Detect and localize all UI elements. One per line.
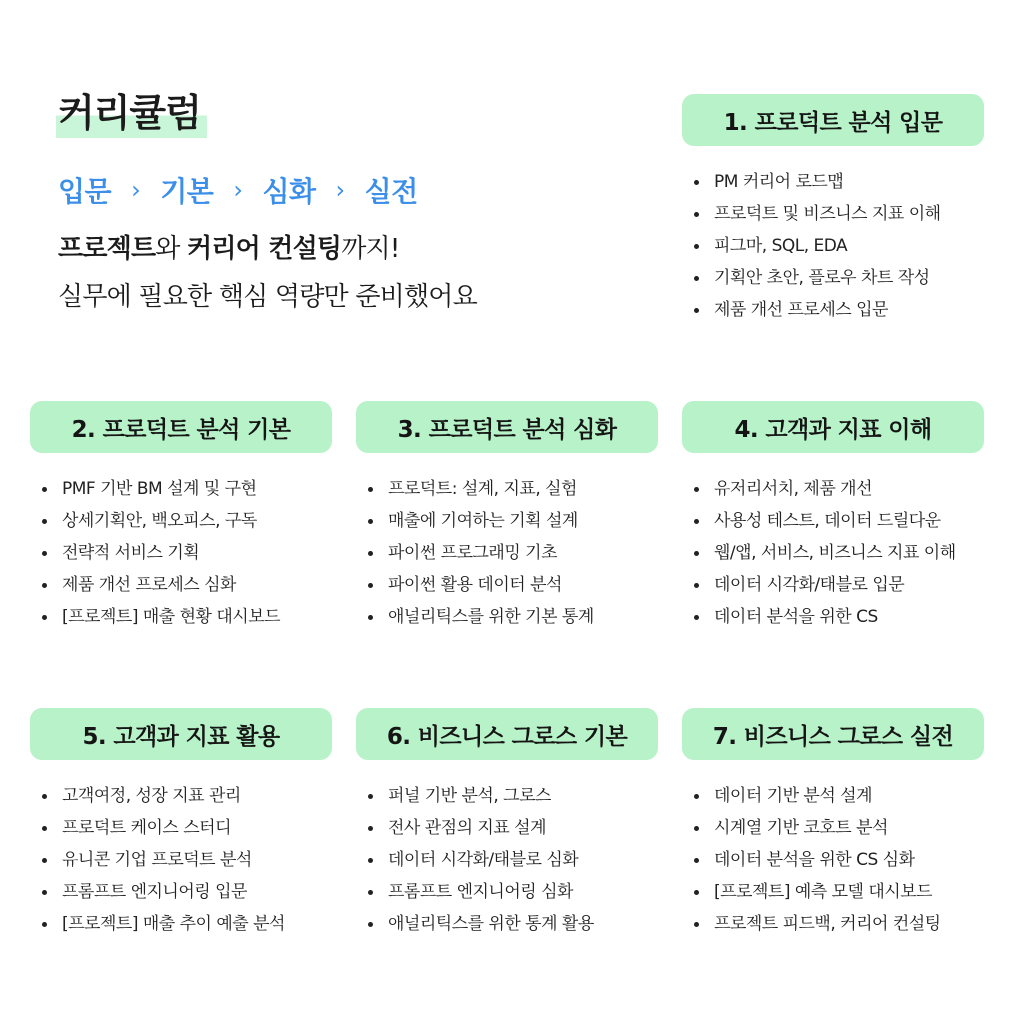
list-item-text: 전략적 서비스 기획 [62, 543, 200, 563]
list-item [368, 908, 658, 940]
list-item [42, 812, 332, 844]
list-item-text: PM 커리어 로드맵 [714, 172, 844, 192]
list-item [694, 844, 984, 876]
list-item [694, 473, 984, 505]
list-item-text: 전사 관점의 지표 설계 [388, 818, 547, 838]
step-label: 심화 [262, 175, 316, 208]
list-item-text: [프로젝트] 매출 현황 대시보드 [62, 607, 281, 627]
list-item [42, 780, 332, 812]
list-item [42, 876, 332, 908]
bullet-icon [694, 180, 699, 185]
list-item-text: 유저리서치, 제품 개선 [714, 479, 873, 499]
card-item-list [356, 780, 658, 940]
list-item-text: 프로덕트 케이스 스터디 [62, 818, 232, 838]
curriculum-card [682, 401, 984, 633]
bullet-icon [694, 922, 699, 927]
list-item-text: 애널리틱스를 위한 통계 활용 [388, 914, 594, 934]
bullet-icon [368, 519, 373, 524]
bullet-icon [42, 858, 47, 863]
title-block [56, 88, 207, 138]
level-steps [58, 170, 418, 210]
list-item [368, 812, 658, 844]
list-item [42, 844, 332, 876]
bullet-icon [694, 890, 699, 895]
list-item-text: 데이터 분석을 위한 CS [714, 607, 878, 627]
list-item-text: 사용성 테스트, 데이터 드릴다운 [714, 511, 941, 531]
list-item-text: 데이터 기반 분석 설계 [714, 786, 873, 806]
list-item-text: 상세기획안, 백오피스, 구독 [62, 511, 257, 531]
bullet-icon [368, 890, 373, 895]
card-title: 5. 고객과 지표 활용 [30, 708, 332, 760]
bullet-icon [694, 244, 699, 249]
card-item-list [682, 473, 984, 633]
list-item-text: 프로덕트 및 비즈니스 지표 이해 [714, 204, 941, 224]
list-item-text: 프롬프트 엔지니어링 심화 [388, 882, 573, 902]
list-item [42, 505, 332, 537]
tagline-mid: 와 [155, 234, 188, 264]
bullet-icon [694, 551, 699, 556]
bullet-icon [42, 519, 47, 524]
bullet-icon [694, 615, 699, 620]
list-item-text: 제품 개선 프로세스 심화 [62, 575, 236, 595]
list-item [368, 601, 658, 633]
card-item-list [682, 780, 984, 940]
list-item-text: 제품 개선 프로세스 입문 [714, 300, 888, 320]
card-title: 3. 프로덕트 분석 심화 [356, 401, 658, 453]
bullet-icon [694, 276, 699, 281]
list-item-text: 파이썬 활용 데이터 분석 [388, 575, 562, 595]
list-item [694, 569, 984, 601]
curriculum-card [682, 94, 984, 326]
page-title: 커리큘럼 [56, 88, 207, 138]
bullet-icon [368, 487, 373, 492]
list-item [694, 505, 984, 537]
list-item-text: 퍼널 기반 분석, 그로스 [388, 786, 551, 806]
list-item [694, 812, 984, 844]
list-item [42, 473, 332, 505]
bullet-icon [694, 487, 699, 492]
list-item [694, 537, 984, 569]
bullet-icon [42, 890, 47, 895]
bullet-icon [368, 858, 373, 863]
bullet-icon [42, 794, 47, 799]
list-item-text: [프로젝트] 매출 추이 예출 분석 [62, 914, 285, 934]
card-item-list [30, 473, 332, 633]
list-item [694, 198, 984, 230]
list-item [42, 601, 332, 633]
card-item-list [356, 473, 658, 633]
list-item-text: 시계열 기반 코호트 분석 [714, 818, 888, 838]
list-item [368, 844, 658, 876]
bullet-icon [42, 551, 47, 556]
bullet-icon [42, 826, 47, 831]
list-item-text: 기획안 초안, 플로우 차트 작성 [714, 268, 930, 288]
bullet-icon [42, 615, 47, 620]
curriculum-card [30, 708, 332, 940]
list-item-text: 파이썬 프로그래밍 기초 [388, 543, 558, 563]
step-label: 입문 [58, 175, 112, 208]
list-item-text: PMF 기반 BM 설계 및 구현 [62, 479, 257, 499]
bullet-icon [368, 922, 373, 927]
list-item-text: 피그마, SQL, EDA [714, 236, 848, 256]
bullet-icon [368, 583, 373, 588]
list-item [368, 569, 658, 601]
list-item [368, 780, 658, 812]
curriculum-card [356, 708, 658, 940]
list-item-text: 데이터 시각화/태블로 입문 [714, 575, 905, 595]
card-title: 2. 프로덕트 분석 기본 [30, 401, 332, 453]
list-item [694, 294, 984, 326]
curriculum-card [356, 401, 658, 633]
list-item [694, 166, 984, 198]
bullet-icon [694, 212, 699, 217]
curriculum-card [682, 708, 984, 940]
tagline-bold-project: 프로젝트 [58, 234, 156, 264]
chevron-right-icon: › [233, 176, 243, 204]
bullet-icon [368, 826, 373, 831]
step-label: 기본 [160, 175, 214, 208]
list-item [694, 230, 984, 262]
list-item-text: 고객여정, 성장 지표 관리 [62, 786, 241, 806]
list-item [694, 780, 984, 812]
list-item [42, 569, 332, 601]
tagline-bold-career: 커리어 컨설팅 [187, 234, 342, 264]
tagline-line-1 [58, 228, 399, 265]
bullet-icon [694, 794, 699, 799]
bullet-icon [42, 583, 47, 588]
card-item-list [682, 166, 984, 326]
list-item [694, 601, 984, 633]
bullet-icon [368, 615, 373, 620]
card-item-list [30, 780, 332, 940]
chevron-right-icon: › [335, 176, 345, 204]
bullet-icon [694, 826, 699, 831]
list-item [42, 537, 332, 569]
card-title: 4. 고객과 지표 이해 [682, 401, 984, 453]
curriculum-card [30, 401, 332, 633]
list-item-text: 애널리틱스를 위한 기본 통계 [388, 607, 594, 627]
list-item-text: 프로덕트: 설계, 지표, 실험 [388, 479, 577, 499]
list-item-text: 데이터 분석을 위한 CS 심화 [714, 850, 915, 870]
card-title: 1. 프로덕트 분석 입문 [682, 94, 984, 146]
list-item-text: 매출에 기여하는 기획 설계 [388, 511, 578, 531]
step-label: 실전 [364, 175, 418, 208]
list-item-text: 프로젝트 피드백, 커리어 컨설팅 [714, 914, 941, 934]
bullet-icon [694, 308, 699, 313]
bullet-icon [368, 551, 373, 556]
list-item-text: 프롬프트 엔지니어링 입문 [62, 882, 247, 902]
bullet-icon [368, 794, 373, 799]
card-title: 7. 비즈니스 그로스 실전 [682, 708, 984, 760]
tagline-end: 까지! [341, 234, 400, 264]
chevron-right-icon: › [131, 176, 141, 204]
bullet-icon [694, 858, 699, 863]
list-item [368, 473, 658, 505]
list-item [42, 908, 332, 940]
bullet-icon [694, 583, 699, 588]
tagline-line-2: 실무에 필요한 핵심 역량만 준비했어요 [58, 282, 477, 312]
list-item-text: 유니콘 기업 프로덕트 분석 [62, 850, 252, 870]
card-title: 6. 비즈니스 그로스 기본 [356, 708, 658, 760]
bullet-icon [42, 487, 47, 492]
list-item-text: [프로젝트] 예측 모델 대시보드 [714, 882, 933, 902]
list-item [368, 505, 658, 537]
list-item [368, 876, 658, 908]
bullet-icon [42, 922, 47, 927]
list-item [694, 876, 984, 908]
list-item [694, 262, 984, 294]
list-item [368, 537, 658, 569]
list-item-text: 웹/앱, 서비스, 비즈니스 지표 이해 [714, 543, 956, 563]
bullet-icon [694, 519, 699, 524]
list-item [694, 908, 984, 940]
list-item-text: 데이터 시각화/태블로 심화 [388, 850, 579, 870]
